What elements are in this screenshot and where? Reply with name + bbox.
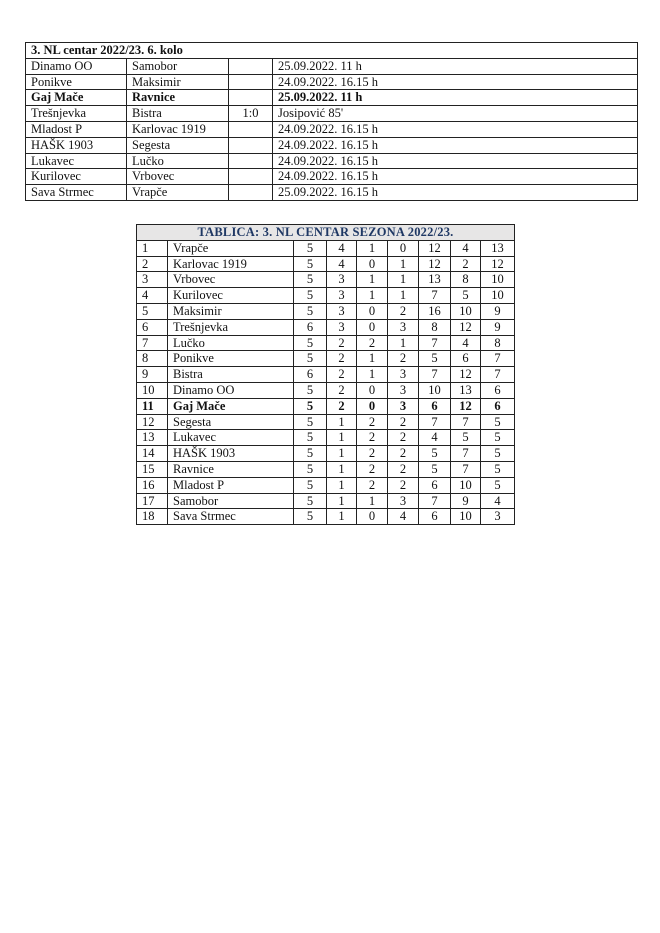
standings-row	[137, 256, 515, 272]
fixture-home-team: Mladost P	[26, 121, 127, 137]
standing-team: Bistra	[168, 367, 294, 383]
standing-team: Gaj Mače	[168, 398, 294, 414]
standing-points: 4	[481, 493, 515, 509]
standing-goals-against: 2	[451, 256, 481, 272]
standing-goals-for: 7	[419, 335, 451, 351]
fixture-info: 24.09.2022. 16.15 h	[273, 121, 638, 137]
standing-goals-for: 5	[419, 351, 451, 367]
standing-position: 7	[137, 335, 168, 351]
standings-table	[136, 224, 515, 525]
standing-team: Lukavec	[168, 430, 294, 446]
standings-row	[137, 461, 515, 477]
standing-position: 4	[137, 288, 168, 304]
fixture-home-team: Kurilovec	[26, 169, 127, 185]
fixture-away-team: Samobor	[127, 58, 229, 74]
standing-played: 5	[294, 509, 327, 525]
standing-goals-against: 9	[451, 493, 481, 509]
standing-played: 5	[294, 493, 327, 509]
standing-wins: 2	[327, 335, 357, 351]
fixture-home-team: Lukavec	[26, 153, 127, 169]
standing-position: 9	[137, 367, 168, 383]
standing-team: Lučko	[168, 335, 294, 351]
fixture-row	[26, 137, 638, 153]
standing-played: 6	[294, 367, 327, 383]
standing-position: 15	[137, 461, 168, 477]
standing-position: 10	[137, 382, 168, 398]
standing-draws: 2	[357, 430, 388, 446]
standing-points: 7	[481, 367, 515, 383]
standing-position: 17	[137, 493, 168, 509]
standing-points: 5	[481, 461, 515, 477]
fixture-info: 25.09.2022. 11 h	[273, 90, 638, 106]
fixture-info: 24.09.2022. 16.15 h	[273, 137, 638, 153]
standing-wins: 3	[327, 272, 357, 288]
standing-goals-against: 4	[451, 240, 481, 256]
standing-goals-for: 6	[419, 477, 451, 493]
fixture-score	[229, 169, 273, 185]
standing-losses: 4	[388, 509, 419, 525]
standing-goals-against: 12	[451, 319, 481, 335]
standing-losses: 3	[388, 493, 419, 509]
standing-goals-for: 8	[419, 319, 451, 335]
standing-losses: 2	[388, 430, 419, 446]
standing-goals-for: 12	[419, 256, 451, 272]
standing-position: 14	[137, 446, 168, 462]
standing-played: 5	[294, 256, 327, 272]
standings-row	[137, 398, 515, 414]
standing-played: 5	[294, 303, 327, 319]
standing-team: Dinamo OO	[168, 382, 294, 398]
standing-goals-against: 4	[451, 335, 481, 351]
standing-played: 5	[294, 446, 327, 462]
fixture-home-team: Sava Strmec	[26, 185, 127, 201]
fixture-away-team: Maksimir	[127, 74, 229, 90]
standing-wins: 1	[327, 430, 357, 446]
fixtures-title: 3. NL centar 2022/23. 6. kolo	[26, 43, 638, 59]
fixture-info: 25.09.2022. 16.15 h	[273, 185, 638, 201]
standing-team: Mladost P	[168, 477, 294, 493]
standing-losses: 1	[388, 288, 419, 304]
fixture-score	[229, 74, 273, 90]
standing-goals-against: 7	[451, 461, 481, 477]
fixture-info: 24.09.2022. 16.15 h	[273, 74, 638, 90]
standing-points: 12	[481, 256, 515, 272]
standing-wins: 1	[327, 461, 357, 477]
standing-wins: 2	[327, 398, 357, 414]
fixture-row	[26, 90, 638, 106]
standing-losses: 3	[388, 319, 419, 335]
standings-row	[137, 509, 515, 525]
standing-goals-for: 7	[419, 493, 451, 509]
standing-losses: 2	[388, 414, 419, 430]
standing-points: 5	[481, 430, 515, 446]
standing-goals-against: 6	[451, 351, 481, 367]
standing-team: Kurilovec	[168, 288, 294, 304]
fixture-info: 24.09.2022. 16.15 h	[273, 153, 638, 169]
standing-goals-for: 5	[419, 446, 451, 462]
standing-wins: 1	[327, 477, 357, 493]
standing-draws: 2	[357, 414, 388, 430]
standing-position: 16	[137, 477, 168, 493]
standing-losses: 2	[388, 461, 419, 477]
standing-wins: 2	[327, 382, 357, 398]
fixture-row	[26, 169, 638, 185]
standing-draws: 2	[357, 477, 388, 493]
fixture-score	[229, 90, 273, 106]
standing-points: 10	[481, 272, 515, 288]
standing-position: 1	[137, 240, 168, 256]
standing-position: 18	[137, 509, 168, 525]
standing-goals-against: 8	[451, 272, 481, 288]
standing-wins: 2	[327, 367, 357, 383]
standing-played: 5	[294, 351, 327, 367]
standing-losses: 0	[388, 240, 419, 256]
standing-draws: 1	[357, 367, 388, 383]
standing-draws: 0	[357, 509, 388, 525]
standing-team: Ravnice	[168, 461, 294, 477]
standing-points: 3	[481, 509, 515, 525]
standings-row	[137, 430, 515, 446]
fixtures-table	[25, 42, 638, 201]
standing-team: Sava Strmec	[168, 509, 294, 525]
standing-draws: 1	[357, 288, 388, 304]
standings-row	[137, 303, 515, 319]
standing-team: Trešnjevka	[168, 319, 294, 335]
standing-played: 5	[294, 477, 327, 493]
standing-draws: 1	[357, 493, 388, 509]
standing-wins: 4	[327, 240, 357, 256]
fixture-info: 25.09.2022. 11 h	[273, 58, 638, 74]
standing-goals-for: 5	[419, 461, 451, 477]
standing-draws: 0	[357, 398, 388, 414]
standings-row	[137, 382, 515, 398]
fixture-home-team: Trešnjevka	[26, 106, 127, 122]
standing-losses: 2	[388, 477, 419, 493]
standing-played: 6	[294, 319, 327, 335]
standing-points: 9	[481, 303, 515, 319]
standings-row	[137, 335, 515, 351]
fixture-score	[229, 121, 273, 137]
standing-played: 5	[294, 335, 327, 351]
standing-wins: 3	[327, 319, 357, 335]
standing-team: Ponikve	[168, 351, 294, 367]
standing-played: 5	[294, 272, 327, 288]
standings-row	[137, 477, 515, 493]
fixture-score	[229, 58, 273, 74]
standing-wins: 1	[327, 493, 357, 509]
standing-wins: 3	[327, 288, 357, 304]
standing-team: Segesta	[168, 414, 294, 430]
fixture-home-team: Ponikve	[26, 74, 127, 90]
standing-goals-against: 10	[451, 477, 481, 493]
standing-draws: 0	[357, 256, 388, 272]
standing-goals-for: 12	[419, 240, 451, 256]
standing-wins: 1	[327, 509, 357, 525]
fixture-row	[26, 74, 638, 90]
standing-points: 6	[481, 382, 515, 398]
standing-team: Samobor	[168, 493, 294, 509]
fixture-row	[26, 106, 638, 122]
fixture-row	[26, 185, 638, 201]
standing-position: 8	[137, 351, 168, 367]
standing-goals-for: 4	[419, 430, 451, 446]
standing-goals-for: 7	[419, 414, 451, 430]
standings-row	[137, 351, 515, 367]
standing-played: 5	[294, 461, 327, 477]
standing-position: 2	[137, 256, 168, 272]
standing-goals-against: 12	[451, 367, 481, 383]
fixture-home-team: HAŠK 1903	[26, 137, 127, 153]
standings-row	[137, 240, 515, 256]
standing-goals-against: 5	[451, 288, 481, 304]
fixture-away-team: Vrapče	[127, 185, 229, 201]
standing-points: 8	[481, 335, 515, 351]
standing-wins: 3	[327, 303, 357, 319]
standing-wins: 2	[327, 351, 357, 367]
standing-goals-against: 10	[451, 303, 481, 319]
fixture-score	[229, 153, 273, 169]
standing-team: Vrapče	[168, 240, 294, 256]
standing-goals-for: 10	[419, 382, 451, 398]
standing-losses: 1	[388, 272, 419, 288]
standing-position: 6	[137, 319, 168, 335]
standings-row	[137, 493, 515, 509]
standing-goals-for: 13	[419, 272, 451, 288]
standing-draws: 0	[357, 382, 388, 398]
standing-draws: 2	[357, 446, 388, 462]
fixture-away-team: Lučko	[127, 153, 229, 169]
standing-goals-for: 6	[419, 509, 451, 525]
fixture-score	[229, 185, 273, 201]
fixture-away-team: Ravnice	[127, 90, 229, 106]
standing-draws: 1	[357, 351, 388, 367]
standings-row	[137, 446, 515, 462]
standing-goals-against: 10	[451, 509, 481, 525]
fixture-row	[26, 153, 638, 169]
standing-losses: 2	[388, 351, 419, 367]
standing-goals-against: 5	[451, 430, 481, 446]
standing-position: 3	[137, 272, 168, 288]
standing-losses: 2	[388, 446, 419, 462]
standing-losses: 3	[388, 367, 419, 383]
standing-points: 10	[481, 288, 515, 304]
standing-played: 5	[294, 398, 327, 414]
standing-position: 11	[137, 398, 168, 414]
standings-row	[137, 414, 515, 430]
standing-wins: 4	[327, 256, 357, 272]
standing-wins: 1	[327, 414, 357, 430]
standing-team: Karlovac 1919	[168, 256, 294, 272]
standing-position: 5	[137, 303, 168, 319]
standing-points: 5	[481, 446, 515, 462]
standing-played: 5	[294, 414, 327, 430]
standing-goals-against: 7	[451, 414, 481, 430]
standing-draws: 2	[357, 335, 388, 351]
standing-losses: 3	[388, 382, 419, 398]
fixture-info: Josipović 85'	[273, 106, 638, 122]
standing-goals-against: 12	[451, 398, 481, 414]
standing-team: Vrbovec	[168, 272, 294, 288]
standing-team: HAŠK 1903	[168, 446, 294, 462]
standing-draws: 2	[357, 461, 388, 477]
standing-points: 5	[481, 477, 515, 493]
standing-wins: 1	[327, 446, 357, 462]
standing-goals-for: 7	[419, 367, 451, 383]
standing-goals-for: 7	[419, 288, 451, 304]
standing-position: 13	[137, 430, 168, 446]
standing-points: 9	[481, 319, 515, 335]
standings-row	[137, 272, 515, 288]
fixture-away-team: Vrbovec	[127, 169, 229, 185]
fixture-row	[26, 58, 638, 74]
fixture-score: 1:0	[229, 106, 273, 122]
standings-title: TABLICA: 3. NL CENTAR SEZONA 2022/23.	[137, 225, 515, 241]
fixture-away-team: Bistra	[127, 106, 229, 122]
fixture-info: 24.09.2022. 16.15 h	[273, 169, 638, 185]
standing-draws: 1	[357, 240, 388, 256]
standings-row	[137, 367, 515, 383]
standing-points: 5	[481, 414, 515, 430]
standing-goals-against: 7	[451, 446, 481, 462]
standings-title-row	[137, 225, 515, 241]
standing-played: 5	[294, 240, 327, 256]
standing-goals-for: 6	[419, 398, 451, 414]
standing-played: 5	[294, 382, 327, 398]
standing-played: 5	[294, 288, 327, 304]
standing-points: 6	[481, 398, 515, 414]
fixture-home-team: Gaj Mače	[26, 90, 127, 106]
fixture-away-team: Karlovac 1919	[127, 121, 229, 137]
standing-points: 13	[481, 240, 515, 256]
standing-points: 7	[481, 351, 515, 367]
standings-row	[137, 319, 515, 335]
fixture-away-team: Segesta	[127, 137, 229, 153]
fixture-row	[26, 121, 638, 137]
standing-draws: 1	[357, 272, 388, 288]
standing-losses: 1	[388, 335, 419, 351]
standing-goals-against: 13	[451, 382, 481, 398]
fixture-score	[229, 137, 273, 153]
standing-losses: 1	[388, 256, 419, 272]
standings-row	[137, 288, 515, 304]
standing-losses: 2	[388, 303, 419, 319]
standing-team: Maksimir	[168, 303, 294, 319]
standing-played: 5	[294, 430, 327, 446]
standing-draws: 0	[357, 303, 388, 319]
fixtures-title-row	[26, 43, 638, 59]
standing-losses: 3	[388, 398, 419, 414]
standing-position: 12	[137, 414, 168, 430]
fixture-home-team: Dinamo OO	[26, 58, 127, 74]
standing-goals-for: 16	[419, 303, 451, 319]
standing-draws: 0	[357, 319, 388, 335]
